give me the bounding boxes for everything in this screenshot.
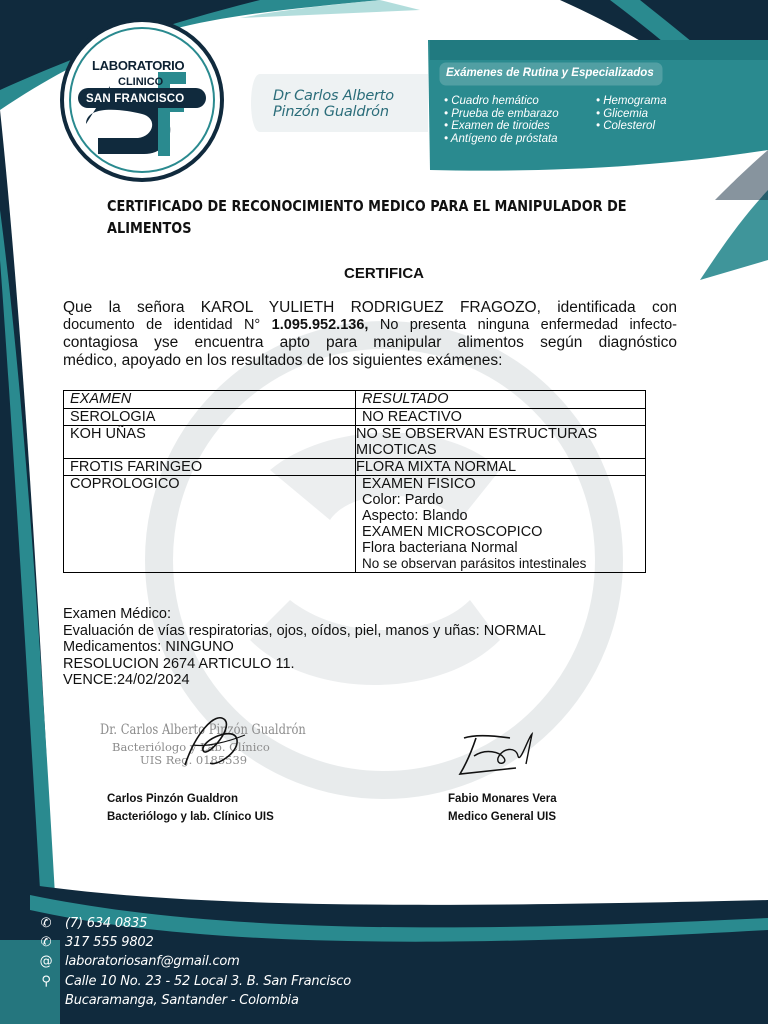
table-row [64, 409, 646, 426]
signer-right [448, 790, 557, 826]
signer-left-role: Bacteriólogo y lab. Clínico UIS [107, 811, 274, 823]
result-line: NO REACTIVO [362, 409, 462, 425]
exams-heading: Exámenes de Rutina y Especializados [446, 67, 654, 79]
result-cell [356, 476, 646, 573]
signer-right-role: Medico General UIS [448, 811, 557, 823]
table-row [64, 476, 646, 573]
table-header-row [64, 391, 646, 409]
phone-icon: ✆ [40, 916, 52, 931]
document-title-line-1: CERTIFICADO DE RECONOCIMIENTO MEDICO PARA EL MANIPULADOR DE [107, 197, 627, 215]
medical-exam-evaluation: Evaluación de vías respiratorias, ojos, oídos, piel, manos y uñas: NORMAL [63, 622, 546, 639]
email-text: laboratoriosanf@gmail.com [65, 954, 240, 970]
resolution: RESOLUCION 2674 ARTICULO 11. [63, 655, 295, 672]
contact-city [38, 991, 368, 1010]
exam-item: • Examen de tiroides [444, 120, 594, 133]
contact-list [38, 914, 368, 1010]
para-line-2 [63, 317, 677, 335]
exams-list-2 [596, 95, 706, 133]
whatsapp-text: 317 555 9802 [65, 935, 154, 951]
exam-item: • Cuadro hemático [444, 95, 594, 108]
table-row [64, 459, 646, 476]
exam-item: • Prueba de embarazo [444, 108, 594, 121]
certification-paragraph [63, 299, 677, 369]
id-number: 1.095.952.136, [271, 316, 369, 333]
exam-item: • Glicemia [596, 108, 706, 121]
lab-logo [58, 16, 226, 184]
signature-left [175, 705, 255, 775]
exam-cell: FROTIS FARINGEO [64, 459, 356, 476]
location-pin-icon: ⚲ [41, 973, 51, 989]
expiration-date: VENCE:24/02/2024 [63, 672, 190, 688]
address-line-2: Bucaramanga, Santander - Colombia [65, 992, 299, 1008]
document-title-line-2: ALIMENTOS [107, 219, 192, 237]
exam-cell: COPROLOGICO [64, 476, 356, 573]
id-label: documento de identidad N° [63, 316, 261, 333]
signature-right [456, 728, 548, 780]
stamp-line-1: Dr. Carlos Alberto Pinzón Gualdrón [100, 722, 306, 738]
signer-right-name: Fabio Monares Vera [448, 793, 557, 805]
exams-table [63, 390, 646, 573]
exam-cell: KOH UÑAS [64, 426, 356, 459]
medical-exam-heading: Examen Médico: [63, 606, 171, 622]
result-line: Color: Pardo [362, 492, 444, 508]
signer-left-name: Carlos Pinzón Gualdron [107, 793, 238, 805]
para-line-2-rest: No presenta ninguna enfermedad infecto- [379, 316, 677, 333]
exam-item: • Colesterol [596, 120, 706, 133]
result-line: NO SE OBSERVAN ESTRUCTURAS [356, 426, 598, 442]
header-exam: EXAMEN [64, 391, 356, 409]
medical-exam-section [63, 606, 683, 689]
medications: Medicamentos: NINGUNO [63, 639, 234, 655]
address-line-1: Calle 10 No. 23 - 52 Local 3. B. San Francisco [65, 973, 352, 989]
document-title [107, 195, 640, 239]
exam-item: • Antígeno de próstata [444, 133, 594, 146]
doctor-name [273, 88, 423, 120]
result-line: No se observan parásitos intestinales [362, 556, 587, 571]
result-cell [356, 426, 646, 459]
result-line: EXAMEN MICROSCOPICO [362, 524, 543, 540]
result-line: Flora bacteriana Normal [362, 540, 518, 556]
logo-line-2: CLINICO [118, 76, 164, 88]
logo-line-1: LABORATORIO [92, 58, 185, 73]
logo-line-3: SAN FRANCISCO [86, 93, 185, 105]
header-result: RESULTADO [356, 391, 646, 409]
whatsapp-icon: ✆ [40, 935, 52, 951]
phone-text: (7) 634 0835 [65, 916, 148, 931]
contact-address [38, 972, 368, 991]
contact-phone [38, 914, 368, 933]
exam-item: • Hemograma [596, 95, 706, 108]
result-line: MICOTICAS [356, 442, 437, 458]
result-line: EXAMEN FISICO [362, 476, 476, 492]
para-line-3: contagiosa yse encuentra apto para manipular alimentos según diagnóstico [63, 334, 677, 351]
exams-list-1 [444, 95, 594, 145]
result-line: FLORA MIXTA NORMAL [356, 459, 517, 475]
certifica-heading: CERTIFICA [344, 265, 424, 282]
email-icon: @ [39, 954, 53, 970]
para-line-1: Que la señora KAROL YULIETH RODRIGUEZ FRAGOZO, identificada con [63, 299, 677, 316]
stamp-line-3: UIS Reg. 0185539 [140, 753, 248, 767]
exam-cell: SEROLOGIA [64, 409, 356, 426]
result-cell [356, 459, 646, 476]
doctor-name-line-1: Dr Carlos Alberto [273, 88, 394, 104]
result-cell [356, 409, 646, 426]
para-line-4: médico, apoyado en los resultados de los siguientes exámenes: [63, 351, 503, 369]
contact-email [38, 952, 368, 971]
stamp-line-2: Bacteriólogo y Lab. Clínico [112, 740, 270, 754]
doctor-name-line-2: Pinzón Gualdrón [273, 104, 389, 120]
signer-left [107, 790, 274, 826]
result-line: Aspecto: Blando [362, 508, 468, 524]
table-row [64, 426, 646, 459]
contact-whatsapp [38, 933, 368, 952]
